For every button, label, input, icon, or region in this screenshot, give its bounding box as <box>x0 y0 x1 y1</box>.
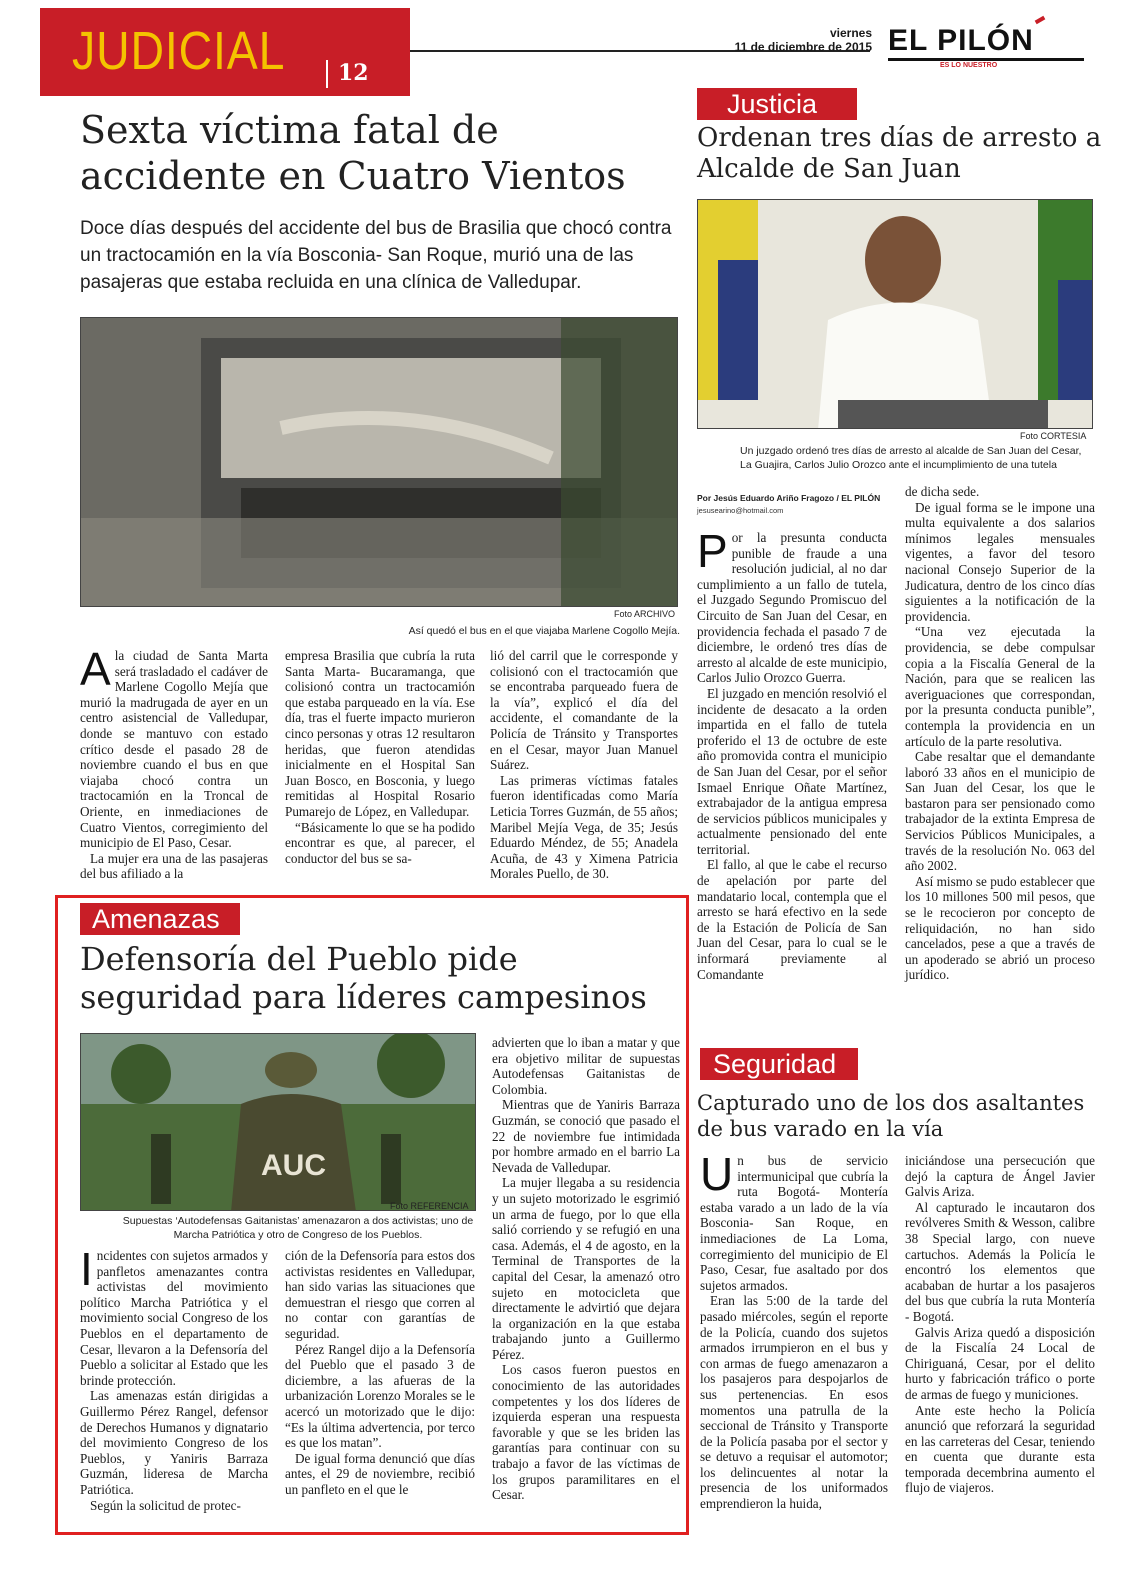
arrest-headline: Ordenan tres días de arresto a Alcalde de San Juan <box>697 123 1102 185</box>
page-number-divider <box>326 60 328 88</box>
paragraph: advierten que lo iban a matar y que era objetivo militar de supuestas Autodefensas Gaitanistas de Colombia. <box>492 1035 680 1097</box>
paragraph: or la presunta conducta punible de fraude a una resolución judicial, al no dar cumplimiento a un fallo de tutela, el Juzgado Segundo Promiscuo del Circuito de San Juan del Cesar, en providencia fechada el pasado 7 de diciembre, le ordenó tres días de arresto al alcalde de este municipio, Carlos Julio Orozco Guerra. <box>697 530 887 686</box>
logo-accent-mark <box>1035 16 1046 24</box>
paragraph: Ante este hecho la Policía anunció que reforzará la seguridad en las carreteras del Cesar, teniendo en cuenta que durante esta temporada decembrina aumento el flujo de viajeros. <box>905 1402 1095 1496</box>
paragraph: Las amenazas están dirigidas a Guillermo Pérez Rangel, defensor de Derechos Humanos y dignatario del movimiento Congreso de los Pueblos, y Yaniris Barraza Guzmán, lideresa de Marcha Patriótica. <box>80 1388 268 1497</box>
paragraph: iniciándose una persecución que dejó la captura de Ángel Javier Galvis Ariza. <box>905 1153 1095 1200</box>
paramilitary-photo <box>80 1033 476 1211</box>
paragraph: lió del carril que le corresponde y colisionó con el tractocamión que se encontraba parqueado fuera de la vía”, explicó el día del accidente, el comandante de la Policía de Tránsito y Transportes en el Cesar, mayor Juan Manuel Suárez. <box>490 648 678 773</box>
bus-crash-illustration <box>81 318 678 607</box>
paragraph: De igual forma denunció que días antes, el 29 de noviembre, recibió un panfleto en el que le <box>285 1450 475 1497</box>
paragraph: de dicha sede. <box>905 484 980 499</box>
threats-headline: Defensoría del Pueblo pide seguridad para líderes campesinos <box>80 940 647 1017</box>
paragraph: Eran las 5:00 de la tarde del pasado miércoles, según el reporte de la Policía, cuando dos sujetos armados irrumpieron en el bus y con armas de fuego amenazaron a los pasajeros para despojarlos de sus pertenencias. En esos momentos una patrulla de la seccional de Tránsito y Transporte de la Policía pasaba por el sector y se detuvo a requisar el automotor; los delincuentes al notar la presencia de los uniformados emprendieron la huida, <box>700 1293 888 1512</box>
author-email: jesusearino@hotmail.com <box>697 506 784 515</box>
page-number: 12 <box>338 60 369 86</box>
threats-column-3 <box>492 1035 680 1503</box>
drop-cap: U <box>700 1148 734 1200</box>
bus-photo-credit: Foto ARCHIVO <box>614 609 676 619</box>
bus-photo-caption: Así quedó el bus en el que viajaba Marlene Cogollo Mejía. <box>408 625 680 637</box>
paragraph: empresa Brasilia que cubría la ruta Santa Marta- Bucaramanga, que colisionó contra un tractocamión que estaba parqueado en la vía. Ese día, tras el fuerte impacto murieron cinco personas y otras 12 resultaron heridas, que fueron atendidas inicialmente en el Hospital San Juan Bosco, en Bosconia, y luego remitidas al Hospital Rosario Pumarejo de López, en Valledupar. <box>285 648 475 819</box>
paragraph: ncidentes con sujetos armados y panfletos amenazantes contra activistas del movimiento político Marcha Patriótica y el movimiento social Congreso de los Pueblos en el departamento de Cesar, llevaron a la Defensoría del Pueblo a solicitar al Estado que les brinde protección. <box>80 1248 268 1388</box>
date-full: 11 de diciembre de 2015 <box>734 40 872 54</box>
paramilitary-photo-credit: Foto REFERENCIA <box>390 1201 469 1211</box>
main-deck: Doce días después del accidente del bus de Brasilia que chocó contra un tractocamión en la vía Bosconia- San Roque, murió una de las pasajeras que estaba recluida en una clínica de Valledupar. <box>80 218 672 293</box>
paragraph: n bus de servicio intermunicipal que cubría la ruta Bogotá- Montería estaba varado a un lado de la vía Bosconia- San Roque, en inmediaciones de La Loma, corregimiento del municipio de El Paso, Cesar, fue asaltado por dos sujetos armados. <box>700 1153 888 1293</box>
security-headline: Capturado uno de los dos asaltantes de bus varado en la vía <box>697 1091 1085 1141</box>
newspaper-logo: EL PILÓN <box>888 24 1034 57</box>
threats-column-1 <box>80 1243 268 1513</box>
mayor-photo-caption: Un juzgado ordenó tres días de arresto al alcalde de San Juan del Cesar, La Guajira, Carlos Julio Orozco ante el incumplimiento de una tutela <box>740 445 1082 471</box>
paragraph: Mientras que de Yaniris Barraza Guzmán, se conoció que pasado el 22 de noviembre fue intimidada por hombre armado en el barrio La Nevada de Valledupar. <box>492 1097 680 1175</box>
logo-tagline: ES LO NUESTRO <box>940 62 998 69</box>
paragraph: “Una vez ejecutada la providencia, se debe compulsar copia a la Fiscalía General de la Nación, para que se realicen las averiguaciones que correspondan, por la presunta conducta punible”, contempla la providencia en un artículo de la parte resolutiva. <box>905 624 1095 749</box>
threats-column-2 <box>285 1248 475 1498</box>
paragraph: Galvis Ariza quedó a disposición de la Fiscalía 24 Local de Chiriguaná, Cesar, por el delito hurto y fabricación tráfico o porte de armas de fuego y municiones. <box>905 1324 1095 1402</box>
paragraph: “Básicamente lo que se ha podido encontrar es que, al parecer, el conductor del bus se sa- <box>285 819 475 866</box>
arrest-column-1 <box>697 525 887 982</box>
kicker-seguridad: Seguridad <box>713 1049 837 1079</box>
paragraph: La mujer llegaba a su residencia y un sujeto motorizado le esgrimió un arma de fuego, por lo que ella salió corriendo y se refugió en una casa. Además, el 4 de agosto, en la Terminal de Transportes de la capital del Cesar, la amenazó otro sujeto en motocicleta que directamente le advirtió que dejara la organización en la que estaba trabajando junto a Guillermo Pérez. <box>492 1175 680 1362</box>
mayor-illustration <box>698 200 1093 429</box>
security-column-2 <box>905 1153 1095 1496</box>
auc-patch-text: AUC <box>261 1149 326 1182</box>
bus-crash-photo <box>80 317 678 607</box>
paragraph: Pérez Rangel dijo a la Defensoría del Pueblo que el pasado 3 de diciembre, a las afueras de la urbanización Lorenzo Morales se le acercó un motorizado que le dijo: “Es la última advertencia, por terco es que los matan”. <box>285 1341 475 1451</box>
kicker-amenazas: Amenazas <box>92 904 220 934</box>
paragraph: De igual forma se le impone una multa equivalente a dos salarios mínimos legales mensuales vigentes, a favor del tesoro nacional Consejo Superior de la Judicatura, dentro de los cinco días siguientes a la notificación de la providencia. <box>905 499 1095 624</box>
paragraph: El juzgado en mención resolvió el incidente de desacato a la orden impartida en el fallo de tutela proferido el 13 de octubre de este año promovida contra el municipio de San Juan del Cesar, por el señor Ismael Enrique Oñate Martínez, extrabajador de la antigua empresa de servicios públicos municipales y actualmente pensionado del ente territorial. <box>697 685 887 857</box>
paragraph: Cabe resaltar que el demandante laboró 33 años en el municipio de San Juan del Cesar, los que le bastaron para ser pensionado como trabajador de la extinta Empresa de Servicios Públicos Municipales, a través de la resolución No. 063 del año 2002. <box>905 749 1095 874</box>
paragraph: Así mismo se pudo establecer que los 10 millones 500 mil pesos, que se le recocieron por concepto de reliquidación, no han sido cancelados, pese a que a través de un apoderado se abrió un proceso jurídico. <box>905 873 1095 983</box>
paramilitary-photo-caption: Supuestas ‘Autodefensas Gaitanistas’ amenazaron a dos activistas; uno de Marcha Patriótica y otro de Congreso de los Pueblos. <box>122 1215 474 1241</box>
paragraph: Las primeras víctimas fatales fueron identificadas como María Leticia Torres Guzmán, de 55 años; Maribel Mejía Vega, de 35; Jesús Eduardo Méndez, de 55; Anadela Acuña, de 43 y Ximena Patricia Morales Puello, de 30. <box>490 772 678 882</box>
drop-cap: P <box>697 525 728 577</box>
main-column-1 <box>80 643 268 882</box>
section-title: JUDICIAL <box>72 21 286 81</box>
paragraph: Según la solicitud de protec- <box>90 1497 241 1513</box>
paramilitary-illustration <box>81 1034 476 1211</box>
date-day: viernes <box>829 26 872 40</box>
paragraph: El fallo, al que le cabe el recurso de apelación por parte del mandatario local, contempla que el arresto se hará efectivo en la sede de la Estación de Policía de San Juan del Cesar, para lo cual se le informará previamente al Comandante <box>697 857 887 982</box>
arrest-column-2 <box>905 484 1095 983</box>
main-column-2 <box>285 648 475 866</box>
paragraph: Los casos fueron puestos en conocimiento de las autoridades competentes y los dos líderes de izquierda esperan una respuesta favorable y que se les briden las garantías para continuar con su trabajo a favor de las víctimas de los grupos paramilitares en el Cesar. <box>492 1362 680 1503</box>
main-column-3 <box>490 648 678 882</box>
byline: Por Jesús Eduardo Ariño Fragozo / EL PILÓN <box>697 493 881 503</box>
paragraph: ción de la Defensoría para estos dos activistas residentes en Valledupar, han sido varias las situaciones que demuestran el riesgo que corren al no contar con garantías de seguridad. <box>285 1248 475 1341</box>
drop-cap: I <box>80 1243 93 1295</box>
logo-rule <box>888 58 1084 61</box>
security-column-1 <box>700 1148 888 1512</box>
main-headline: Sexta víctima fatal de accidente en Cuatro Vientos <box>80 108 626 198</box>
paragraph: Al capturado le incautaron dos revólveres Smith & Wesson, calibre 38 Special largo, con nueve cartuchos. Además la Policía le encontró los elementos que acababan de hurtar a los pasajeros del bus que cubría la ruta Montería - Bogotá. <box>905 1199 1095 1324</box>
paragraph: La mujer era una de las pasajeras del bus afiliado a la <box>80 850 268 882</box>
drop-cap: A <box>80 643 111 695</box>
paragraph: la ciudad de Santa Marta será trasladado el cadáver de Marlene Cogollo Mejía que murió la madrugada de ayer en un centro asistencial de Valledupar, donde se mantuvo con estado crítico desde el pasado 28 de noviembre cuando el bus en que viajaba chocó contra un tractocamión en la Troncal de Oriente, en inmediaciones de Cuatro Vientos, corregimiento del municipio de El Paso, Cesar. <box>80 648 268 851</box>
mayor-photo-credit: Foto CORTESIA <box>1020 431 1087 441</box>
mayor-photo <box>697 199 1093 429</box>
kicker-justicia: Justicia <box>727 89 818 119</box>
